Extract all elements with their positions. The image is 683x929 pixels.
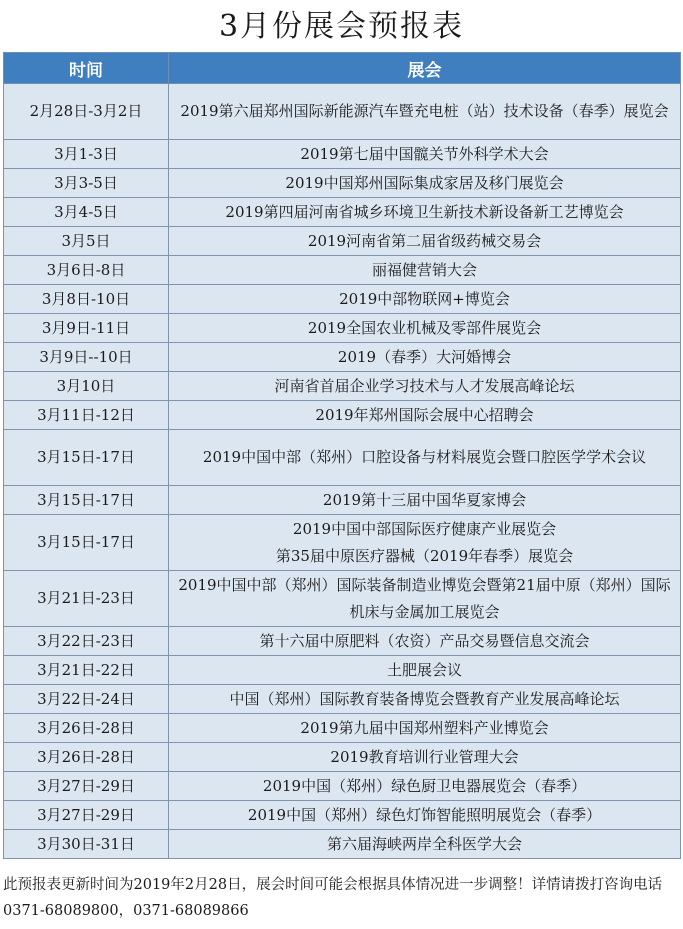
table-row: [4, 571, 681, 627]
row-expo: 河南省首届企业学习技术与人才发展高峰论坛: [169, 372, 681, 401]
table-row: [4, 772, 681, 801]
table-row: [4, 198, 681, 227]
row-expo: 丽福健营销大会: [169, 256, 681, 285]
table-row: [4, 227, 681, 256]
row-expo: [169, 515, 681, 571]
row-expo: 2019河南省第二届省级药械交易会: [169, 227, 681, 256]
table-header-row: [4, 53, 681, 84]
row-expo: 2019年郑州国际会展中心招聘会: [169, 401, 681, 430]
row-time: 3月15日-17日: [4, 486, 169, 515]
row-expo-line: 2019中国中部国际医疗健康产业展览会: [292, 519, 557, 538]
row-time: 3月27日-29日: [4, 801, 169, 830]
table-row: [4, 743, 681, 772]
table-row: [4, 830, 681, 859]
row-time: 3月15日-17日: [4, 430, 169, 486]
table-row: [4, 714, 681, 743]
table-row: [4, 372, 681, 401]
row-time: 3月6日-8日: [4, 256, 169, 285]
row-time: 3月4-5日: [4, 198, 169, 227]
row-time: 3月22日-24日: [4, 685, 169, 714]
expo-schedule-table: [3, 52, 681, 859]
row-expo: 土肥展会议: [169, 656, 681, 685]
row-expo: 2019中部物联网+博览会: [169, 285, 681, 314]
table-row: [4, 314, 681, 343]
row-time: 3月22日-23日: [4, 627, 169, 656]
row-expo: 第六届海峡两岸全科医学大会: [169, 830, 681, 859]
update-notice: 此预报表更新时间为2019年2月28日，展会时间可能会根据具体情况进一步调整！详情请拨打咨询电话0371-68089800，0371-68089866: [3, 877, 663, 919]
table-row: [4, 685, 681, 714]
table-row: [4, 169, 681, 198]
row-time: 3月11日-12日: [4, 401, 169, 430]
column-header-time: 时间: [4, 53, 169, 84]
row-time: 3月15日-17日: [4, 515, 169, 571]
row-time: 3月10日: [4, 372, 169, 401]
column-header-expo: 展会: [169, 53, 681, 84]
row-time: 3月30日-31日: [4, 830, 169, 859]
row-time: 3月9日--10日: [4, 343, 169, 372]
row-expo: 2019第四届河南省城乡环境卫生新技术新设备新工艺博览会: [169, 198, 681, 227]
row-expo: 中国（郑州）国际教育装备博览会暨教育产业发展高峰论坛: [169, 685, 681, 714]
row-time: 3月21日-23日: [4, 571, 169, 627]
row-time: 3月9日-11日: [4, 314, 169, 343]
table-row: [4, 486, 681, 515]
row-time: 3月26日-28日: [4, 714, 169, 743]
table-row: [4, 84, 681, 140]
row-time: 3月1-3日: [4, 140, 169, 169]
row-expo: 2019（春季）大河婚博会: [169, 343, 681, 372]
table-row: [4, 656, 681, 685]
row-expo: 第十六届中原肥料（农资）产品交易暨信息交流会: [169, 627, 681, 656]
table-row: [4, 627, 681, 656]
row-expo: 2019第六届郑州国际新能源汽车暨充电桩（站）技术设备（春季）展览会: [169, 84, 681, 140]
table-row: [4, 140, 681, 169]
row-expo: 2019第九届中国郑州塑料产业博览会: [169, 714, 681, 743]
table-row: [4, 285, 681, 314]
row-expo: 2019中国（郑州）绿色厨卫电器展览会（春季）: [169, 772, 681, 801]
table-row: [4, 801, 681, 830]
table-row: [4, 515, 681, 571]
table-row: [4, 430, 681, 486]
row-expo: 2019教育培训行业管理大会: [169, 743, 681, 772]
row-expo-line: 第35届中原医疗器械（2019年春季）展览会: [275, 546, 574, 565]
table-row: [4, 343, 681, 372]
row-time: 3月21日-22日: [4, 656, 169, 685]
row-expo: 2019中国中部（郑州）口腔设备与材料展览会暨口腔医学学术会议: [169, 430, 681, 486]
table-row: [4, 256, 681, 285]
row-time: 3月3-5日: [4, 169, 169, 198]
row-expo: 2019第七届中国髋关节外科学术大会: [169, 140, 681, 169]
row-expo: 2019全国农业机械及零部件展览会: [169, 314, 681, 343]
row-expo: 2019第十三届中国华夏家博会: [169, 486, 681, 515]
row-expo: 2019中国中部（郑州）国际装备制造业博览会暨第21届中原（郑州）国际机床与金属加工展览会: [169, 571, 681, 627]
row-time: 3月27日-29日: [4, 772, 169, 801]
row-expo: 2019中国郑州国际集成家居及移门展览会: [169, 169, 681, 198]
row-expo: 2019中国（郑州）绿色灯饰智能照明展览会（春季）: [169, 801, 681, 830]
table-row: [4, 401, 681, 430]
page-title: 3月份展会预报表: [218, 9, 465, 44]
row-time: 3月5日: [4, 227, 169, 256]
row-time: 3月8日-10日: [4, 285, 169, 314]
row-time: 3月26日-28日: [4, 743, 169, 772]
row-time: 2月28日-3月2日: [4, 84, 169, 140]
